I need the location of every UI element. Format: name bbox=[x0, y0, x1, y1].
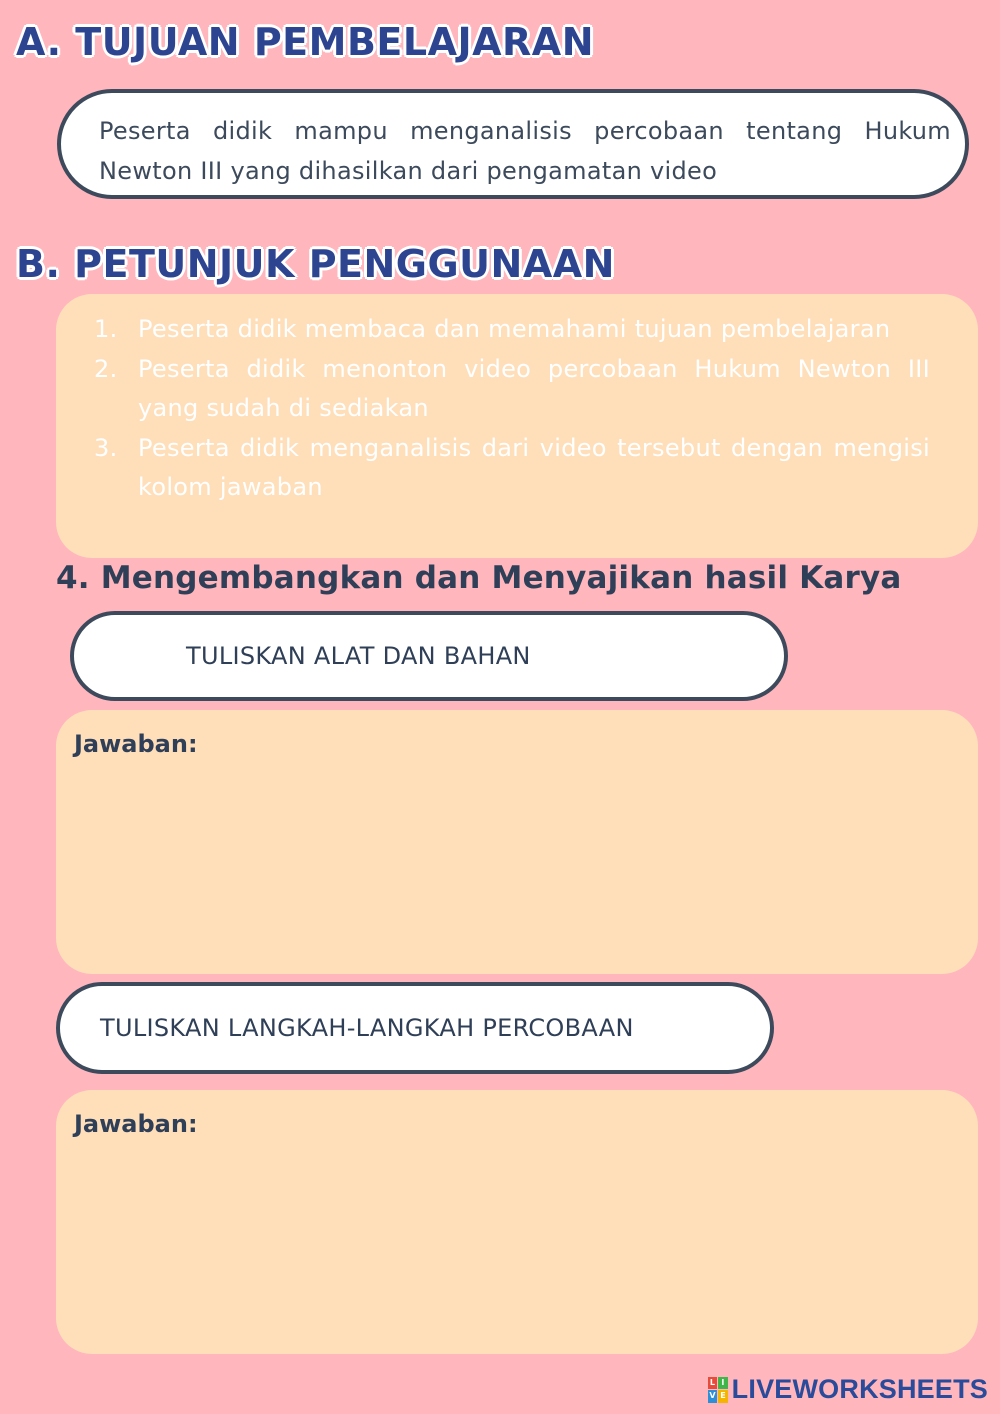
task-alat-bahan-label bbox=[70, 611, 788, 701]
instructions-box bbox=[56, 294, 978, 558]
task-langkah-text: TULISKAN LANGKAH-LANGKAH PERCOBAAN bbox=[100, 1014, 634, 1042]
task-langkah-label bbox=[56, 982, 774, 1074]
liveworksheets-logo[interactable] bbox=[708, 1374, 988, 1405]
answer-box-alat-bahan[interactable] bbox=[56, 710, 978, 974]
liveworksheets-icon bbox=[708, 1377, 728, 1403]
instruction-item bbox=[94, 310, 930, 350]
instruction-text: Peserta didik menonton video percobaan Hukum Newton III yang sudah di sediakan bbox=[138, 354, 930, 422]
learning-objective-box bbox=[57, 89, 969, 199]
heading-petunjuk: B. PETUNJUK PENGGUNAAN bbox=[16, 242, 615, 286]
heading-tujuan: A. TUJUAN PEMBELAJARAN bbox=[16, 20, 595, 64]
instruction-number: 1. bbox=[94, 315, 118, 343]
liveworksheets-wordmark: LIVEWORKSHEETS bbox=[731, 1374, 988, 1404]
logo-icon-letter: L bbox=[708, 1377, 718, 1390]
answer-label: Jawaban: bbox=[74, 730, 198, 758]
instruction-text: Peserta didik menganalisis dari video tersebut dengan mengisi kolom jawaban bbox=[138, 433, 930, 501]
task-alat-bahan-text: TULISKAN ALAT DAN BAHAN bbox=[186, 642, 531, 670]
answer-box-langkah[interactable] bbox=[56, 1090, 978, 1354]
instructions-list bbox=[94, 310, 930, 508]
instruction-text: Peserta didik membaca dan memahami tujuan pembelajaran bbox=[138, 315, 891, 343]
instruction-number: 2. bbox=[94, 354, 118, 383]
learning-objective-text: Peserta didik mampu menganalisis percobaan tentang Hukum Newton III yang dihasilkan dari pengamatan video bbox=[99, 117, 951, 185]
instruction-item bbox=[94, 429, 930, 508]
section-4-title: 4. Mengembangkan dan Menyajikan hasil Karya bbox=[56, 560, 902, 596]
logo-icon-letter: V bbox=[708, 1390, 718, 1403]
instruction-number: 3. bbox=[94, 433, 118, 462]
answer-label: Jawaban: bbox=[74, 1110, 198, 1138]
instruction-item bbox=[94, 350, 930, 429]
logo-icon-letter: I bbox=[718, 1377, 728, 1390]
logo-icon-letter: E bbox=[718, 1390, 728, 1403]
